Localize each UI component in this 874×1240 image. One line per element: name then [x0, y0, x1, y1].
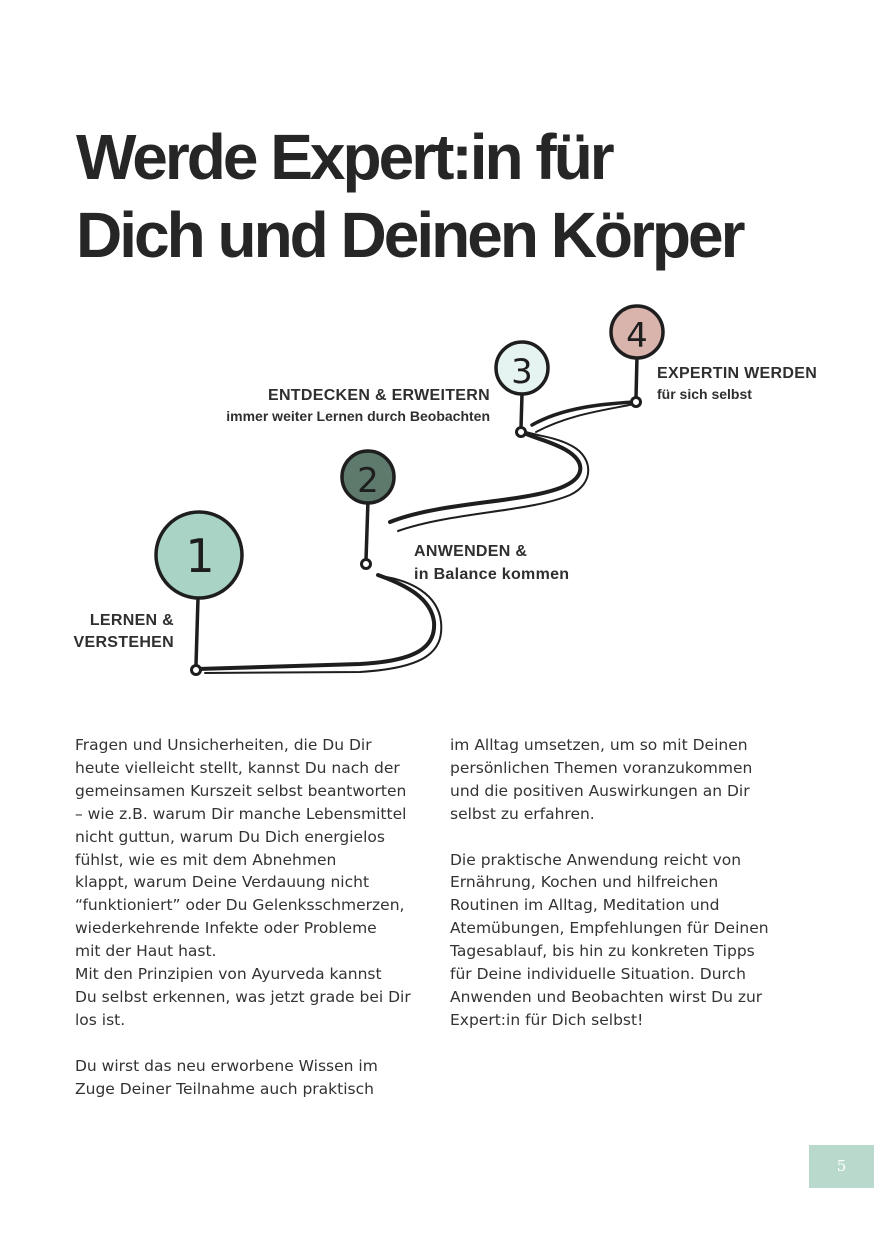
paragraph-left-2: Du wirst das neu erworbene Wissen im Zuge Deiner Teilnahme auch praktisch	[75, 1056, 378, 1098]
step-4-label	[657, 363, 817, 403]
step-4-title: EXPERTIN WERDEN	[657, 365, 818, 382]
step-number-1: 1	[185, 529, 215, 583]
road-segment-2	[390, 433, 580, 522]
step-number-4: 4	[626, 316, 648, 356]
paragraph-right-2: Die praktische Anwendung reicht von Ernährung, Kochen und hilfreichen Routinen im Alltag, Meditation und Atemübungen, Empfehlungen für Deinen Tagesablauf, bis hin zu konkreten Tipps für Deine individuelle Situation. Durch Anwenden und Beobachten wirst Du zur Expert:in für Dich selbst!	[450, 850, 769, 1029]
step-2-title-line-1: ANWENDEN &	[414, 543, 528, 560]
paragraph-right-1: im Alltag umsetzen, um so mit Deinen persönlichen Themen voranzukommen und die positiven Auswirkungen an Dir selbst zu erfahren.	[450, 736, 753, 823]
pin-base-2	[362, 560, 371, 569]
step-1-title-line-2: VERSTEHEN	[73, 634, 174, 651]
step-1-label	[66, 610, 174, 654]
step-number-2: 2	[357, 461, 379, 501]
road-segment-1	[198, 575, 434, 669]
pin-base-1	[192, 666, 201, 675]
step-3-label	[180, 385, 490, 425]
step-4-subtitle: für sich selbst	[657, 386, 752, 402]
body-column-left	[75, 734, 435, 1123]
page-title	[76, 118, 743, 274]
step-1-title-line-1: LERNEN &	[89, 612, 174, 629]
pin-stem-4	[636, 356, 637, 398]
page-number: 5	[809, 1145, 874, 1188]
road-segment-3	[532, 402, 634, 425]
step-number-3: 3	[511, 352, 533, 392]
pin-stem-3	[521, 394, 522, 428]
body-column-right	[450, 734, 810, 1055]
pin-stem-2	[366, 500, 368, 560]
step-3-title: ENTDECKEN & ERWEITERN	[267, 387, 490, 404]
title-line-1: Werde Expert:in für	[76, 121, 612, 193]
pin-base-3	[517, 428, 526, 437]
pin-stem-1	[196, 598, 198, 665]
paragraph-left-1: Fragen und Unsicherheiten, die Du Dir heute vielleicht stellt, kannst Du nach der gemeinsamen Kurszeit selbst beantworten – wie z.B. warum Dir manche Lebensmittel nicht guttun, warum Du Dich energielos fühlst, wie es mit dem Abnehmen klappt, warum Deine Verdauung nicht “funktioniert” oder Du Gelenksschmerzen, wiederkehrende Infekte oder Probleme mit der Haut hast. Mit den Prinzipien von Ayurveda kannst Du selbst erkennen, was jetzt grade bei Dir los ist.	[75, 736, 411, 1029]
pin-base-4	[632, 398, 641, 407]
step-2-title-line-2: in Balance kommen	[414, 566, 570, 583]
step-2-label	[414, 540, 569, 586]
step-3-subtitle: immer weiter Lernen durch Beobachten	[226, 408, 490, 424]
title-line-2: Dich und Deinen Körper	[76, 199, 743, 271]
